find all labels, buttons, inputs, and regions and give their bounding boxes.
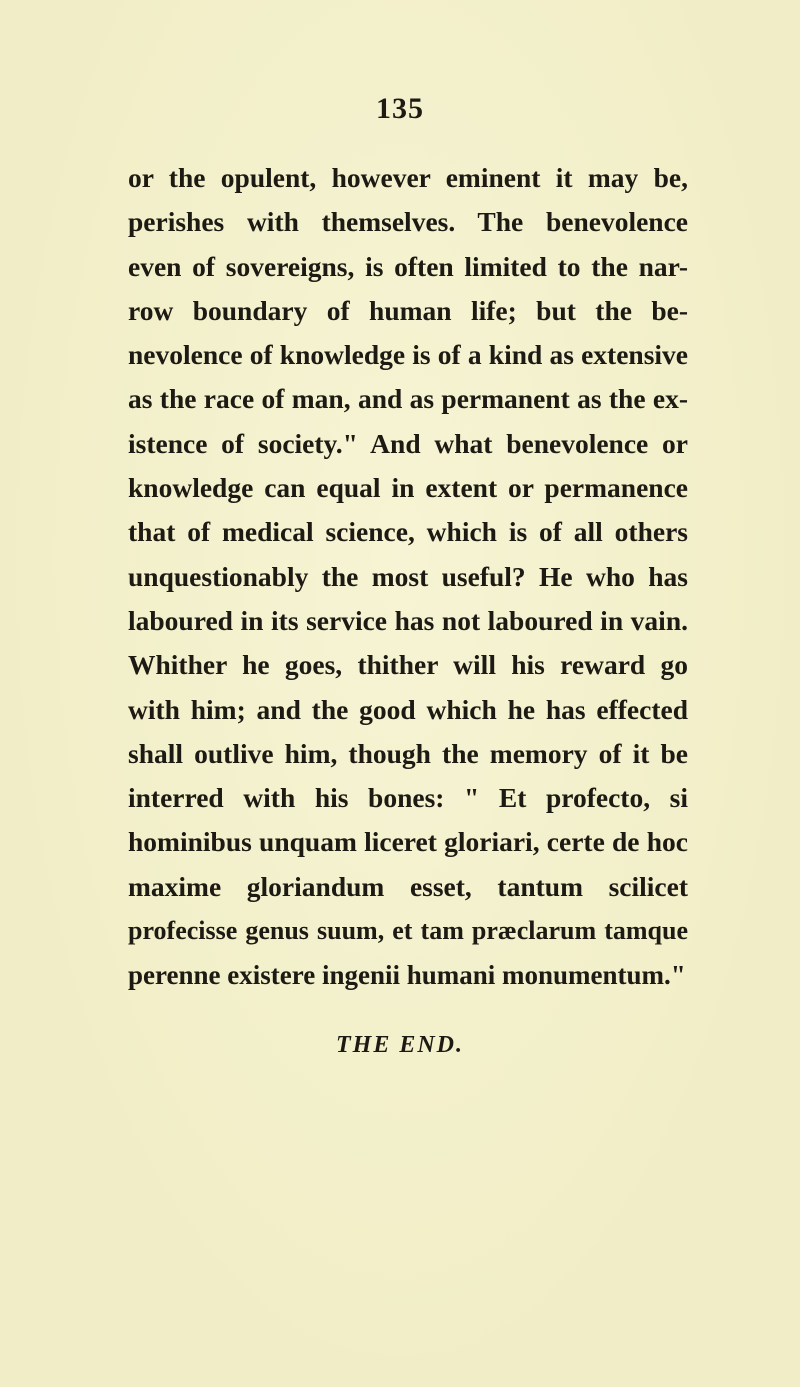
text-line: profecisse genus suum, et tam præclarum tamque xyxy=(128,916,688,946)
text-line: unquestionably the most useful? He who has xyxy=(128,560,688,592)
text-line: that of medical science, which is of all others xyxy=(128,516,688,548)
text-line: hominibus unquam liceret gloriari, certe de hoc xyxy=(128,826,688,858)
text-line: Whither he goes, thither will his reward go xyxy=(128,649,688,681)
end-mark: THE END. xyxy=(335,1032,464,1058)
text-line: even of sovereigns, is often limited to the nar- xyxy=(128,250,688,282)
text-line: as the race of man, and as permanent as the ex- xyxy=(128,383,688,415)
body-text xyxy=(128,156,688,998)
text-line: with him; and the good which he has effected xyxy=(128,693,688,725)
text-line: nevolence of knowledge is of a kind as extensive xyxy=(128,339,688,371)
text-line: perishes with themselves. The benevolence xyxy=(128,206,688,238)
text-line: or the opulent, however eminent it may be, xyxy=(128,162,688,193)
text-line: row boundary of human life; but the be- xyxy=(128,294,688,326)
text-line: knowledge can equal in extent or permanence xyxy=(128,472,688,504)
page-number: 135 xyxy=(376,92,424,125)
text-line: interred with his bones: " Et profecto, si xyxy=(128,782,688,814)
text-line: istence of society." And what benevolence or xyxy=(128,427,688,459)
text-line: maxime gloriandum esset, tantum scilicet xyxy=(128,870,688,902)
text-line: laboured in its service has not laboured in vain. xyxy=(128,604,688,636)
text-line: perenne existere ingenii humani monumentum." xyxy=(128,960,686,991)
text-line: shall outlive him, though the memory of it be xyxy=(128,737,688,769)
